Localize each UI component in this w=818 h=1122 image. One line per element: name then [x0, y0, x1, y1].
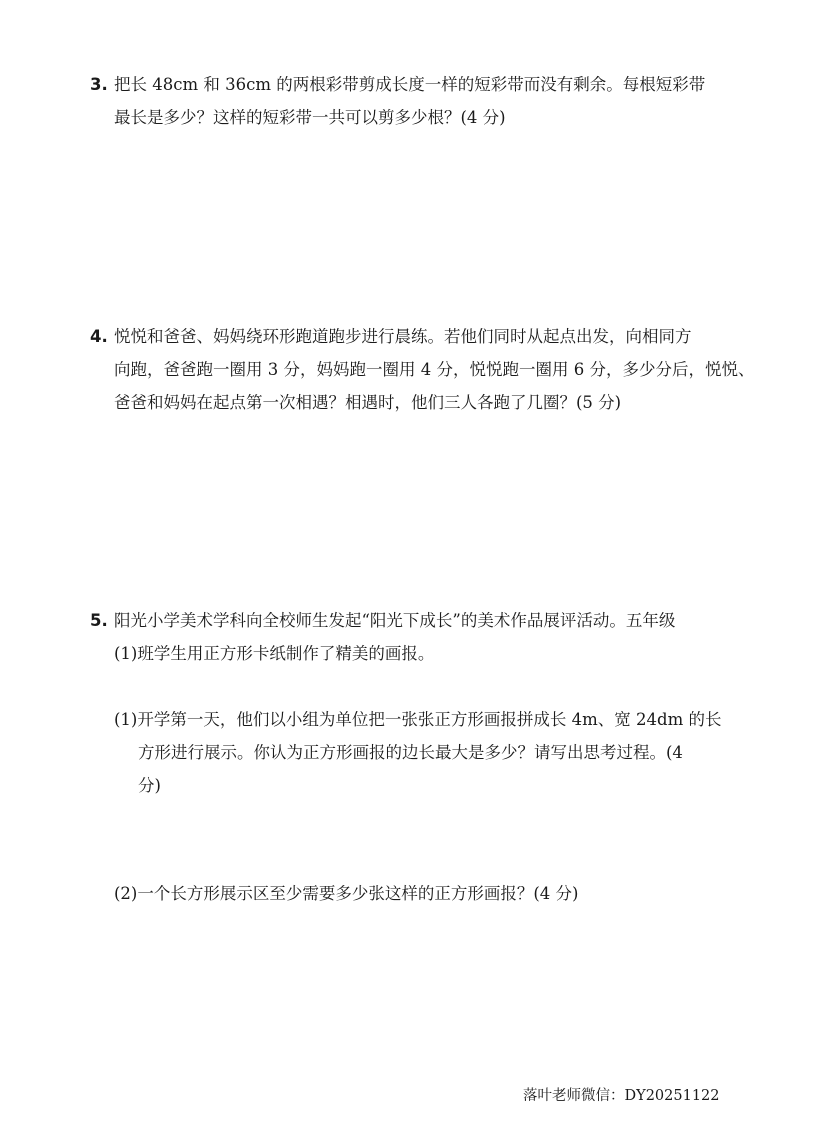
question-text-line: (1)开学第一天，他们以小组为单位把一张张正方形画报拼成长 4m、宽 24dm 的长 — [114, 710, 722, 729]
question-text-line: 分) — [138, 776, 161, 795]
question-4 — [90, 320, 755, 419]
question-number: 4. — [90, 327, 108, 346]
question-text-line: 最长是多少？这样的短彩带一共可以剪多少根？(4 分) — [114, 108, 506, 127]
question-text-line: 把长 48cm 和 36cm 的两根彩带剪成长度一样的短彩带而没有剩余。每根短彩带 — [114, 75, 706, 94]
question-text-line: 方形进行展示。你认为正方形画报的边长最大是多少？请写出思考过程。(4 — [138, 743, 683, 762]
question-text-line: 悦悦和爸爸、妈妈绕环形跑道跑步进行晨练。若他们同时从起点出发，向相同方 — [114, 327, 692, 346]
question-5-part-1 — [114, 703, 744, 802]
question-number: 3. — [90, 75, 108, 94]
question-3 — [90, 68, 740, 134]
question-text-line: 阳光小学美术学科向全校师生发起“阳光下成长”的美术作品展评活动。五年级 — [114, 611, 676, 630]
question-5-part-2 — [114, 877, 744, 910]
question-number: 5. — [90, 611, 108, 630]
question-subheader: (1)班学生用正方形卡纸制作了精美的画报。 — [114, 644, 435, 663]
question-text-line: 爸爸和妈妈在起点第一次相遇？相遇时，他们三人各跑了几圈？(5 分) — [114, 393, 622, 412]
question-5 — [90, 604, 740, 670]
question-text-line: (2)一个长方形展示区至少需要多少张这样的正方形画报？(4 分) — [114, 884, 579, 903]
footer-contact: 落叶老师微信：DY20251122 — [523, 1088, 720, 1104]
question-text-line: 向跑，爸爸跑一圈用 3 分，妈妈跑一圈用 4 分，悦悦跑一圈用 6 分，多少分后，悦悦、 — [114, 360, 755, 379]
